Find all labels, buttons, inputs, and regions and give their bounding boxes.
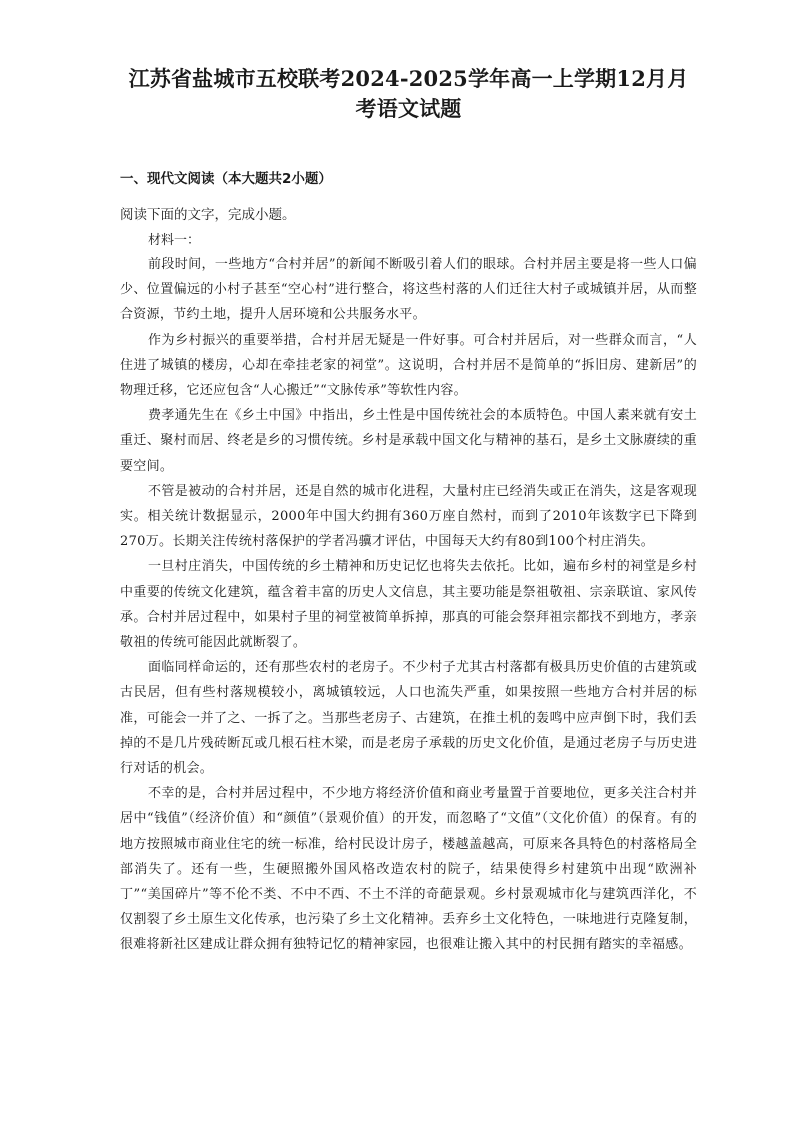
section-heading: 一、现代文阅读（本大题共2小题） bbox=[120, 171, 332, 187]
paragraph: 费孝通先生在《乡土中国》中指出，乡土性是中国传统社会的本质特色。中国人素来就有安土重迁、聚村而居、终老是乡的习惯传统。乡村是承载中国文化与精神的基石，是乡土文脉赓续的重要空间。 bbox=[120, 408, 697, 474]
paragraph: 作为乡村振兴的重要举措，合村并居无疑是一件好事。可合村并居后，对一些群众而言，“人住进了城镇的楼房，心却在牵挂老家的祠堂”。这说明，合村并居不是简单的“拆旧房、建新居”的物理迁移，它还应包含“人心搬迁”“文脉传承”等软性内容。 bbox=[120, 332, 697, 399]
document-title bbox=[120, 64, 697, 124]
paragraph: 面临同样命运的，还有那些农村的老房子。不少村子尤其古村落都有极具历史价值的古建筑或古民居，但有些村落规模较小，离城镇较远，人口也流失严重，如果按照一些地方合村并居的标准，可能会一并了之、一拆了之。当那些老房子、古建筑，在推土机的轰鸣中应声倒下时，我们丢掉的不是几片残砖断瓦或几根石柱木梁，而是老房子承载的历史文化价值，是通过老房子与历史进行对话的机会。 bbox=[120, 660, 697, 777]
paragraph: 前段时间，一些地方“合村并居”的新闻不断吸引着人们的眼球。合村并居主要是将一些人口偏少、位置偏远的小村子甚至“空心村”进行整合，将这些村落的人们迁往大村子或城镇并居，从而整合资源，节约土地，提升人居环境和公共服务水平。 bbox=[120, 257, 697, 323]
paragraph: 不幸的是，合村并居过程中，不少地方将经济价值和商业考量置于首要地位，更多关注合村并居中“钱值”（经济价值）和“颜值”（景观价值）的开发，而忽略了“文值”（文化价值）的保育。有的地方按照城市商业住宅的统一标准，给村民设计房子，楼越盖越高，可原来各具特色的村落格局全部消失了。还有一些，生硬照搬外国风格改造农村的院子，结果使得乡村建筑中出现“欧洲补丁”“美国碎片”等不伦不类、不中不西、不土不洋的奇葩景观。乡村景观城市化与建筑西洋化，不仅割裂了乡土原生文化传承，也污染了乡土文化精神。丢弃乡土文化特色，一味地进行克隆复制，很难将新社区建成让群众拥有独特记忆的精神家园，也很难让搬入其中的村民拥有踏实的幸福感。 bbox=[120, 786, 697, 953]
material-body bbox=[120, 252, 697, 958]
paragraph: 不管是被动的合村并居，还是自然的城市化进程，大量村庄已经消失或正在消失，这是客观现实。相关统计数据显示，2000年中国大约拥有360万座自然村，而到了2010年该数字已下降到270万。长期关注传统村落保护的学者冯骥才评估，中国每天大约有80到100个村庄消失。 bbox=[120, 483, 697, 550]
document-title-line-1: 江苏省盐城市五校联考2024-2025学年高一上学期12月月 bbox=[128, 66, 689, 91]
paragraph: 一旦村庄消失，中国传统的乡土精神和历史记忆也将失去依托。比如，遍布乡村的祠堂是乡村中重要的传统文化建筑，蕴含着丰富的历史人文信息，其主要功能是祭祖敬祖、宗亲联谊、家风传承。合村并居过程中，如果村子里的祠堂被简单拆掉，那真的可能会祭拜祖宗都找不到地方，孝亲敬祖的传统可能因此就断裂了。 bbox=[120, 559, 697, 651]
document-title-line-2: 考语文试题 bbox=[355, 96, 462, 121]
material-label: 材料一： bbox=[148, 233, 201, 248]
reading-instruction: 阅读下面的文字，完成小题。 bbox=[120, 207, 296, 223]
